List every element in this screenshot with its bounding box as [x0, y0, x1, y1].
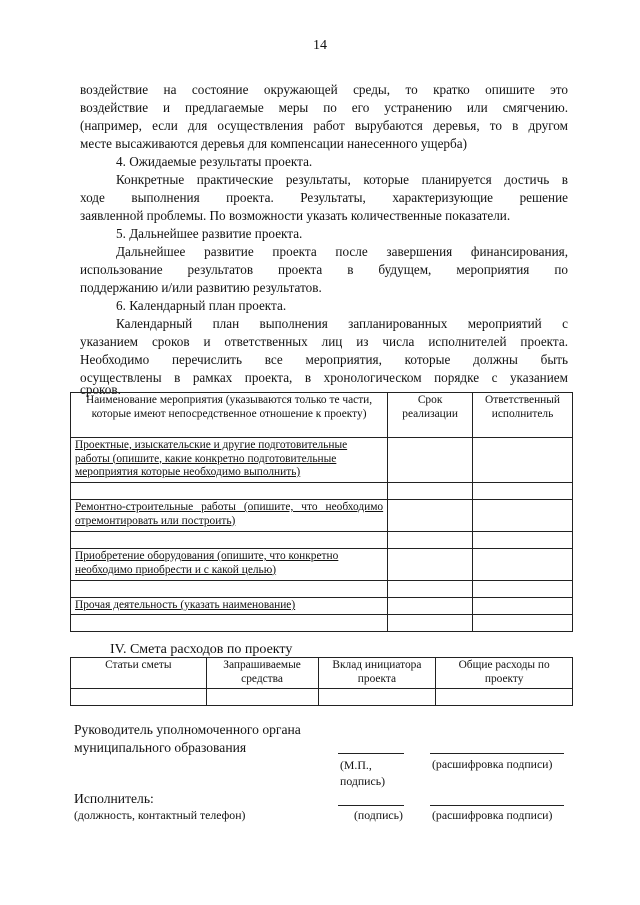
intro-line: воздействие и предлагаемые меры по его устранению или смягчению.	[80, 100, 568, 115]
deadline-cell	[388, 581, 473, 598]
section5-line: Дальнейшее развитие проекта после завершения финансирования,	[116, 244, 568, 259]
section4-heading: 4. Ожидаемые результаты проекта.	[116, 154, 313, 169]
executor-details: (должность, контактный телефон)	[74, 808, 246, 822]
sign-label: (подпись)	[354, 808, 403, 822]
section6-line: Календарный план выполнения запланированных мероприятий с	[116, 316, 568, 331]
intro-line: воздействие на состояние окружающей среды, то кратко опишите это	[80, 82, 568, 97]
section6-line: осуществлены в рамках проекта, в хронологическом порядке с указанием	[80, 370, 568, 385]
budget-cell	[318, 689, 436, 706]
table-row	[71, 549, 573, 581]
executor-decipher-line	[430, 805, 564, 806]
deadline-cell	[388, 500, 473, 532]
section6-line: указанием сроков и ответственных лиц из числа исполнителей проекта.	[80, 334, 568, 349]
budget-cell	[436, 689, 573, 706]
header-initiator-contribution: Вклад инициатора проекта	[318, 658, 436, 689]
header-items: Статьи сметы	[71, 658, 207, 689]
decipher-line	[430, 753, 564, 754]
decipher-label-2: (расшифровка подписи)	[432, 808, 553, 822]
responsible-cell	[473, 532, 573, 549]
budget-cell	[206, 689, 318, 706]
header-total: Общие расходы по проекту	[436, 658, 573, 689]
table-row	[71, 483, 573, 500]
header-deadline: Срок реализации	[388, 393, 473, 438]
decipher-label: (расшифровка подписи)	[432, 757, 553, 771]
header-requested: Запрашиваемые средства	[206, 658, 318, 689]
responsible-cell	[473, 483, 573, 500]
activity-cell: Проектные, изыскательские и другие подготовительные работы (опишите, какие конкретно подготовительные мероприятия которые необходимо выполнить)	[71, 438, 388, 483]
section6-line: Необходимо перечислить все мероприятия, которые должны быть	[80, 352, 568, 367]
executor-signature-line	[338, 805, 404, 806]
page-number: 14	[313, 38, 327, 53]
table-header-row	[71, 393, 573, 438]
deadline-cell	[388, 532, 473, 549]
header-responsible: Ответственный исполнитель	[473, 393, 573, 438]
budget-row	[71, 689, 573, 706]
signature-line	[338, 753, 404, 754]
activity-cell: Ремонтно-строительные работы (опишите, что необходимо отремонтировать или построить)	[71, 500, 388, 532]
responsible-cell	[473, 438, 573, 483]
calendar-plan-table	[70, 392, 573, 632]
activity-cell	[71, 615, 388, 632]
intro-line: месте высаживаются деревья для компенсации нанесенного ущерба)	[80, 136, 467, 151]
header-activity: Наименование мероприятия (указываются только те части, которые имеют непосредственное отношение к проекту)	[71, 393, 388, 438]
budget-title: IV. Смета расходов по проекту	[110, 642, 293, 657]
table-row	[71, 598, 573, 615]
mp-signature-label: (М.П., подпись)	[340, 758, 386, 788]
responsible-cell	[473, 615, 573, 632]
section5-line: поддержанию и/или развитию результатов.	[80, 280, 322, 295]
section5-heading: 5. Дальнейшее развитие проекта.	[116, 226, 303, 241]
table-row	[71, 500, 573, 532]
intro-line: (например, если для осуществления работ вырубаются деревья, то в другом	[80, 118, 568, 133]
section4-line: заявленной проблемы. По возможности указать количественные показатели.	[80, 208, 511, 223]
deadline-cell	[388, 615, 473, 632]
section6-heading: 6. Календарный план проекта.	[116, 298, 287, 313]
section6-line: сроков.	[80, 382, 121, 397]
deadline-cell	[388, 438, 473, 483]
budget-header-row	[71, 658, 573, 689]
activity-cell	[71, 483, 388, 500]
deadline-cell	[388, 598, 473, 615]
budget-table	[70, 657, 573, 706]
deadline-cell	[388, 549, 473, 581]
responsible-cell	[473, 598, 573, 615]
activity-cell: Приобретение оборудования (опишите, что конкретно необходимо приобрести и с какой целью)	[71, 549, 388, 581]
activity-cell	[71, 532, 388, 549]
activity-cell: Прочая деятельность (указать наименование)	[71, 598, 388, 615]
section4-line: ходе выполнения проекта. Результаты, характеризующие решение	[80, 190, 568, 205]
budget-cell	[71, 689, 207, 706]
activity-cell	[71, 581, 388, 598]
table-row	[71, 581, 573, 598]
responsible-cell	[473, 500, 573, 532]
deadline-cell	[388, 483, 473, 500]
responsible-cell	[473, 549, 573, 581]
executor-label: Исполнитель:	[74, 791, 154, 806]
table-row	[71, 438, 573, 483]
section5-line: использование результатов проекта в будущем, мероприятия по	[80, 262, 568, 277]
responsible-cell	[473, 581, 573, 598]
head-title-line1: Руководитель уполномоченного органа	[74, 722, 301, 737]
table-row	[71, 532, 573, 549]
table-row	[71, 615, 573, 632]
head-title-line2: муниципального образования	[74, 740, 247, 755]
section4-line: Конкретные практические результаты, которые планируется достичь в	[116, 172, 568, 187]
